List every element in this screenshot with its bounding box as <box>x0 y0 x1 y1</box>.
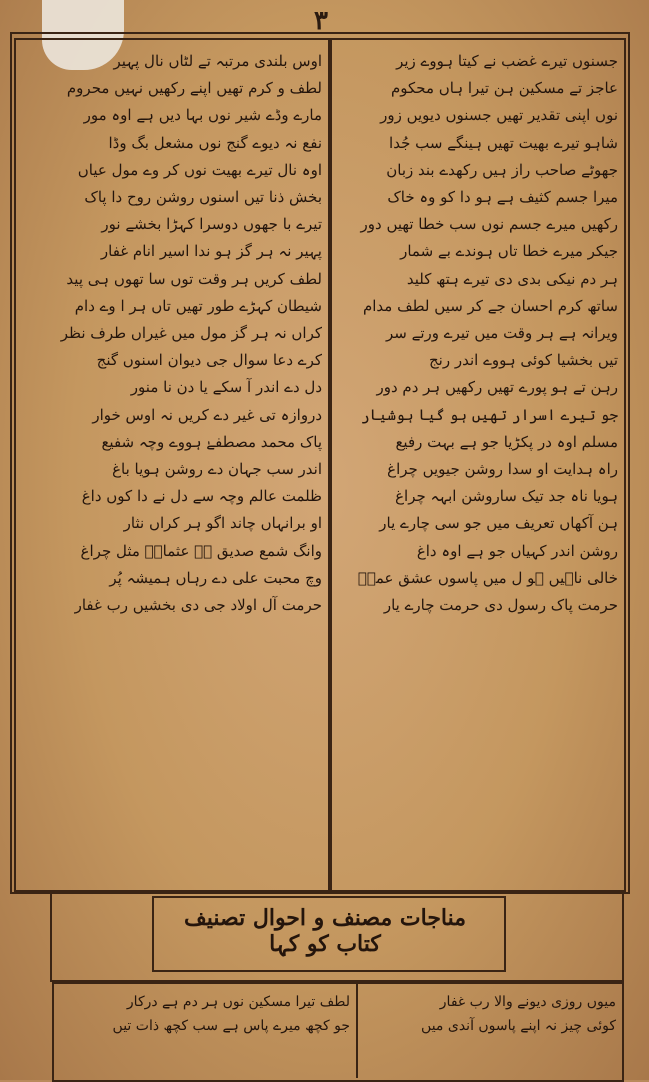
verse-line: شیطان کہڑے طور تھیں تاں ہر ا وے دام <box>74 296 322 315</box>
section-title: مناجات مصنف و احوال تصنیف کتاب کو کہا <box>183 905 467 957</box>
verse-line: پاک محمد مصطفےٰ ہووے وچہ شفیع <box>101 432 322 451</box>
verse-line: کرے دعا سوال جی دیوان اسنوں گنج <box>96 351 322 370</box>
verse-line: لطف تیرا مسکین نوں ہر دم ہے درکار <box>126 994 350 1010</box>
left-verse-column <box>20 48 322 878</box>
verse-line: تیں بخشیا کوئی ہووے اندر رنج <box>429 351 618 370</box>
verse-line: کراں نہ ہر گز مول میں غیراں طرف نظر <box>60 324 322 343</box>
verse-line: ہن آکھاں تعریف میں جو سی چارے یار <box>379 514 618 533</box>
verse-line: جسنوں تیرے غضب نے کیتا ہووے زیر <box>396 52 618 70</box>
verse-line: دروازہ تی غیر دے کریں نہ اوس خوار <box>92 405 322 424</box>
page-number: ۳ <box>314 6 328 36</box>
verse-line: حرمت پاک رسول دی حرمت چارے یار <box>383 596 618 615</box>
verse-line: نوں اپنی تقدیر تھیں جسنوں دیویں زور <box>380 106 618 125</box>
bottom-divider <box>356 982 358 1078</box>
verse-line: خالی ناہیں ہو ل میں پاسوں عشق عمرؓ <box>357 568 618 587</box>
verse-line: شاہو تیرے بھیت تھیں ہینگے سب جُدا <box>389 133 618 152</box>
verse-line: ظلمت عالم وچہ سے دل نے دا کوں داغ <box>81 487 322 506</box>
verse-line: ویرانہ ہے ہر وقت میں تیرے ورتے سر <box>385 324 618 343</box>
verse-line: رکھیں میرے جسم نوں سب خطا تھیں دور <box>360 215 618 234</box>
verse-line: اوہ نال تیرے بھیت نوں کر وے مول عیاں <box>77 160 322 179</box>
verse-line: پہیر نہ ہر گز ہو ندا اسیر انام غفار <box>100 242 322 261</box>
verse-line: وانگ شمع صدیق ہے عثمانؓ مثل چراغ <box>80 541 322 560</box>
bottom-left-verses <box>58 990 350 1074</box>
verse-line: ساتھ کرم احسان جے کر سیں لطف مدام <box>362 296 618 315</box>
verse-line: اوس بلندی مرتبہ تے لٹاں نال پہیر <box>113 52 322 70</box>
verse-line: جو کچھ میرے پاس ہے سب کچھ ذات تیں <box>112 1018 350 1034</box>
verse-line: میوں روزی دیونے والا رب غفار <box>439 994 616 1010</box>
verse-line: حرمت آل اولاد جی دی بخشیں رب غفار <box>74 596 322 615</box>
verse-line: جیکر میرے خطا تاں ہوندے بے شمار <box>400 242 618 261</box>
verse-line: روشن اندر کہیاں جو ہے اوہ داغ <box>416 541 618 560</box>
verse-line: رہن تے ہو پورے تھیں رکھیں ہر دم دور <box>376 378 618 397</box>
verse-line: او برانہاں چاند اگو ہر کراں نثار <box>123 514 322 533</box>
verse-line: عاجز تے مسکین ہن تیرا ہاں محکوم <box>390 79 618 98</box>
verse-line: اندر سب جہان دے روشن ہویا باغ <box>112 460 322 479</box>
verse-line: جو تیرے اسرار تھیں ہو گیا ہوشیار <box>360 405 618 424</box>
verse-line: میرا جسم کثیف ہے ہو دا کو وہ خاک <box>387 188 618 207</box>
verse-line: کوئی چیز نہ اپنے پاسوں آندی میں <box>421 1018 616 1034</box>
verse-line: لطف و کرم تھیں اپنے رکھیں نہیں محروم <box>66 79 322 98</box>
verse-line: وچ محبت علی دے رہاں ہمیشہ پُر <box>109 568 322 587</box>
verse-line: لطف کریں ہر وقت توں سا تھوں ہی پید <box>66 269 322 288</box>
verse-line: تیرے با جھوں دوسرا کہڑا بخشے نور <box>101 215 322 234</box>
verse-line: جھوٹے صاحب راز ہیں رکھدے بند زبان <box>386 160 618 179</box>
verse-line: بخش ذنا تیں اسنوں روشن روح دا پاک <box>84 188 322 207</box>
verse-line: مسلم اوہ در پکڑیا جو ہے بہت رفیع <box>395 432 618 451</box>
verse-line: دل دے اندر آ سکے یا دن نا منور <box>130 378 322 397</box>
verse-line: ہر دم نیکی بدی دی تیرے ہتھ کلید <box>406 269 618 288</box>
verse-line: ہویا ناہ جد تیک ساروشن ابہہ چراغ <box>395 487 618 506</box>
verse-line: مارے وڈے شیر نوں بہا دیں ہے اوہ مور <box>83 106 322 125</box>
verse-line: نفع نہ دیوے گنج نوں مشعل بگ وڈا <box>108 133 322 152</box>
bottom-right-verses <box>362 990 616 1074</box>
verse-line: راہ ہدایت او سدا روشن جیویں چراغ <box>387 460 618 479</box>
right-verse-column <box>336 48 618 878</box>
